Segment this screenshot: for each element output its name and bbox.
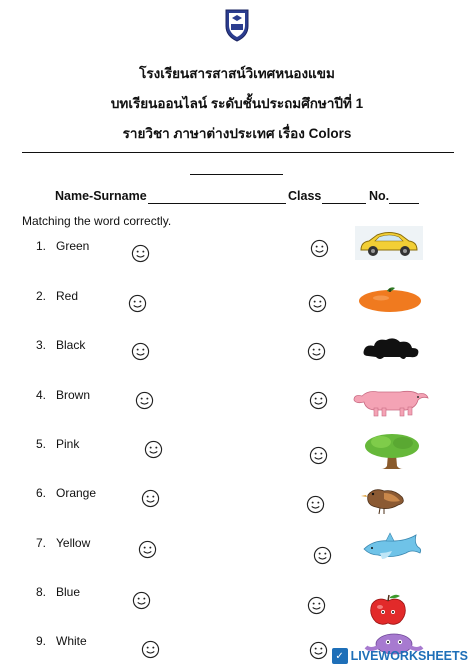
- color-word: White: [56, 634, 87, 648]
- smiley-icon[interactable]: [144, 440, 163, 459]
- name-label: Name-Surname: [55, 189, 147, 203]
- list-item: 8. Blue: [36, 585, 81, 599]
- school-logo: [224, 8, 250, 42]
- list-item: 9. White: [36, 634, 87, 648]
- color-word: Brown: [56, 388, 91, 402]
- list-item: 6. Orange: [36, 486, 97, 500]
- class-label: Class: [288, 189, 322, 203]
- color-word: Orange: [56, 486, 97, 500]
- bird-icon: [360, 481, 408, 515]
- color-word: Blue: [56, 585, 81, 599]
- instruction-text: Matching the word correctly.: [22, 214, 172, 228]
- smiley-icon[interactable]: [132, 591, 151, 610]
- color-word: Yellow: [56, 536, 91, 550]
- name-field[interactable]: [148, 203, 286, 204]
- smiley-icon[interactable]: [309, 641, 328, 660]
- smiley-icon[interactable]: [309, 446, 328, 465]
- header-divider: [22, 152, 454, 153]
- color-word: Black: [56, 338, 86, 352]
- no-label: No.: [369, 189, 390, 203]
- smiley-icon[interactable]: [307, 342, 326, 361]
- smiley-icon[interactable]: [308, 294, 327, 313]
- list-item: 7. Yellow: [36, 536, 91, 550]
- smiley-icon[interactable]: [131, 244, 150, 263]
- smiley-icon[interactable]: [313, 546, 332, 565]
- tree-icon: [363, 432, 421, 470]
- no-field[interactable]: [389, 203, 419, 204]
- brand-text: LIVEWORKSHEETS: [350, 649, 468, 663]
- car-icon: [355, 226, 423, 260]
- color-word: Pink: [56, 437, 80, 451]
- cloud-icon: [362, 336, 420, 362]
- list-item: 2. Red: [36, 289, 79, 303]
- list-item: 3. Black: [36, 338, 86, 352]
- smiley-icon[interactable]: [131, 342, 150, 361]
- header-divider-short: [190, 174, 283, 175]
- smiley-icon[interactable]: [310, 239, 329, 258]
- liveworksheets-logo-icon: ✓: [332, 648, 348, 664]
- orange-fruit-icon: [357, 285, 423, 313]
- smiley-icon[interactable]: [307, 596, 326, 615]
- list-item: 4. Brown: [36, 388, 91, 402]
- subject-title: รายวิชา ภาษาต่างประเทศ เรื่อง Colors: [122, 126, 352, 141]
- smiley-icon[interactable]: [135, 391, 154, 410]
- liveworksheets-brand: [332, 646, 468, 666]
- school-name: โรงเรียนสารสาสน์วิเทศหนองแขม: [139, 66, 335, 81]
- apple-icon: [366, 592, 410, 626]
- list-item: 1. Green: [36, 239, 90, 253]
- pig-icon: [352, 386, 430, 418]
- color-word: Green: [56, 239, 90, 253]
- color-word: Red: [56, 289, 79, 303]
- smiley-icon[interactable]: [128, 294, 147, 313]
- dolphin-icon: [362, 531, 424, 565]
- smiley-icon[interactable]: [309, 391, 328, 410]
- class-field[interactable]: [322, 203, 366, 204]
- smiley-icon[interactable]: [141, 640, 160, 659]
- smiley-icon[interactable]: [141, 489, 160, 508]
- list-item: 5. Pink: [36, 437, 80, 451]
- smiley-icon[interactable]: [306, 495, 325, 514]
- lesson-title: บทเรียนออนไลน์ ระดับชั้นประถมศึกษาปีที่ 1: [110, 96, 364, 111]
- smiley-icon[interactable]: [138, 540, 157, 559]
